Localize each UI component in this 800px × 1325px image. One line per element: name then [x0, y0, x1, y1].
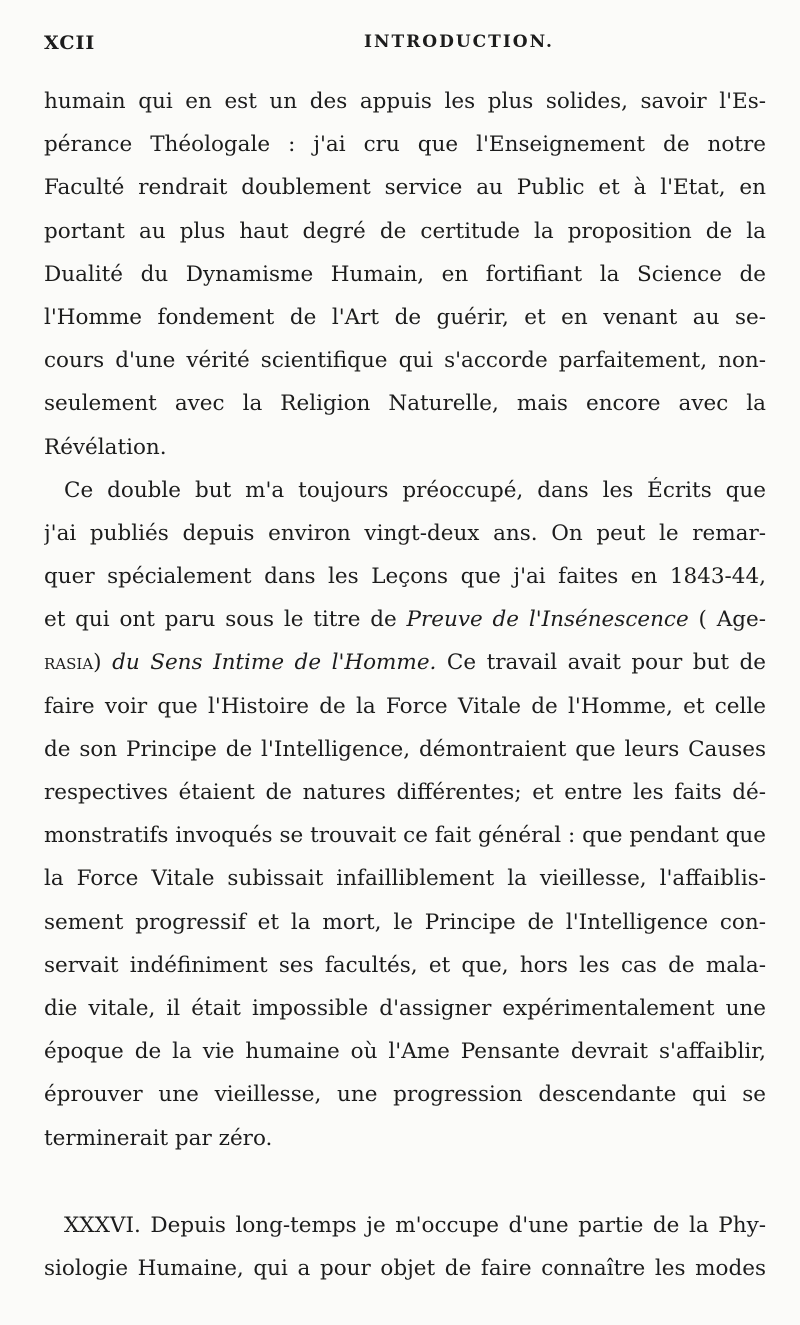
text-line: Révélation. — [44, 434, 167, 460]
body-text — [44, 80, 766, 1290]
text-line: époque de la vie humaine où l'Ame Pensante devrait s'affaiblir, — [44, 1039, 766, 1065]
text-line: et qui ont paru sous le titre de Preuve de l'Insénescence ( Age- — [44, 607, 766, 633]
text-line: l'Homme fondement de l'Art de guérir, et en venant au se- — [44, 304, 766, 330]
text-line: monstratifs invoqués se trouvait ce fait général : que pendant que — [44, 823, 766, 849]
text-line: portant au plus haut degré de certitude la proposition de la — [44, 218, 766, 244]
running-head: INTRODUCTION. — [364, 32, 554, 52]
text-line: seulement avec la Religion Naturelle, mais encore avec la — [44, 391, 766, 417]
paragraph-1 — [44, 80, 766, 469]
text-line: respectives étaient de natures différentes; et entre les faits dé- — [44, 780, 766, 805]
text-line: j'ai publiés depuis environ vingt-deux ans. On peut le remar- — [44, 520, 766, 546]
text-line: cours d'une vérité scientifique qui s'accorde parfaitement, non- — [44, 348, 766, 374]
book-title: Preuve de l'Insénescence — [406, 607, 689, 633]
page-number: XCII — [44, 32, 96, 54]
text-line: siologie Humaine, qui a pour objet de faire connaître les modes — [44, 1255, 766, 1281]
text-line: la Force Vitale subissait infailliblement la vieillesse, l'affaiblis- — [44, 866, 766, 892]
text-line: éprouver une vieillesse, une progression descendante qui se — [44, 1082, 766, 1108]
text-line: pérance Théologale : j'ai cru que l'Enseignement de notre — [44, 132, 766, 158]
text-line: quer spécialement dans les Leçons que j'ai faites en 1843-44, — [44, 564, 766, 590]
paragraph-3 — [44, 1204, 766, 1290]
text-line: servait indéfiniment ses facultés, et que, hors les cas de mala- — [44, 952, 766, 978]
text-line: Faculté rendrait doublement service au Public et à l'Etat, en — [44, 175, 766, 201]
page-header — [44, 32, 762, 62]
text-line: sement progressif et la mort, le Principe de l'Intelligence con- — [44, 909, 766, 935]
text-line: faire voir que l'Histoire de la Force Vitale de l'Homme, et celle — [44, 693, 766, 719]
book-title-cont: du Sens Intime de l'Homme. — [112, 650, 437, 676]
text-line: die vitale, il était impossible d'assigner expérimentalement une — [44, 995, 766, 1021]
text-line: humain qui en est un des appuis les plus solides, savoir l'Es- — [44, 89, 766, 114]
paragraph-2 — [44, 469, 766, 1160]
text-line: terminerait par zéro. — [44, 1125, 273, 1151]
text-line: XXXVI. Depuis long-temps je m'occupe d'une partie de la Phy- — [64, 1212, 766, 1238]
text-line: Ce double but m'a toujours préoccupé, dans les Écrits que — [64, 477, 766, 503]
text-line: rasia) du Sens Intime de l'Homme. Ce travail avait pour but de — [44, 650, 766, 676]
paragraph-gap — [44, 1160, 766, 1204]
text-line: Dualité du Dynamisme Humain, en fortifiant la Science de — [44, 261, 766, 287]
text-line: de son Principe de l'Intelligence, démontraient que leurs Causes — [44, 736, 766, 762]
